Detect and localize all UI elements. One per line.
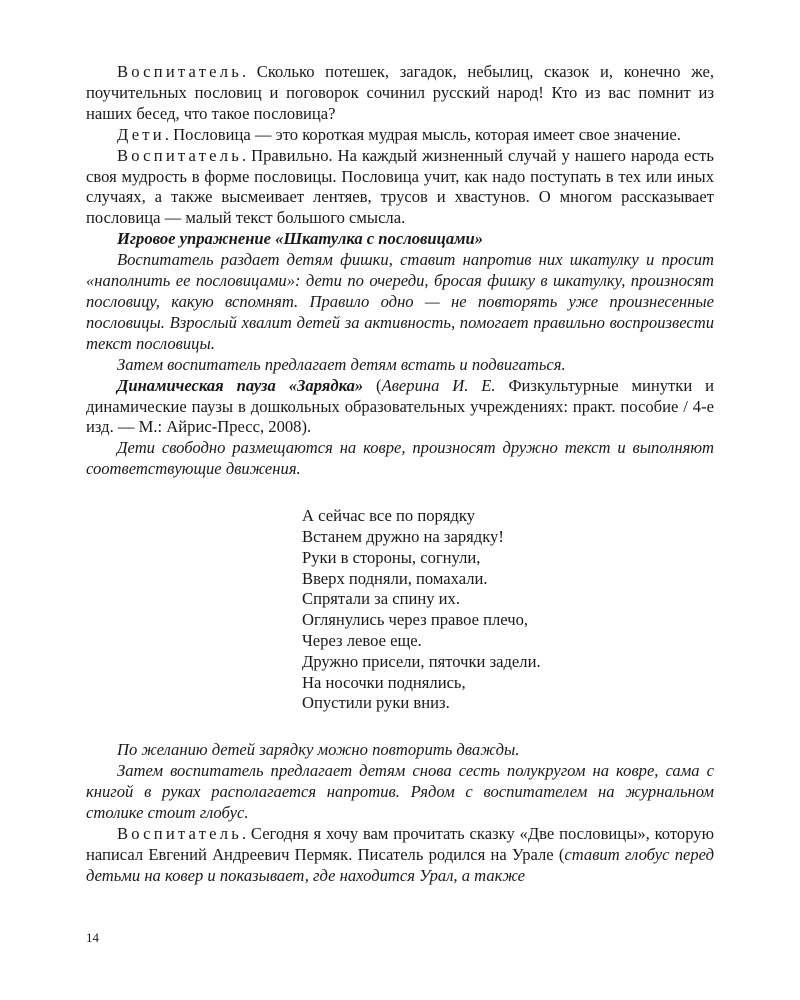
paragraph-fairy-tale [86, 824, 714, 887]
paragraph-exercise-description [86, 250, 714, 355]
poem-line: Встанем дружно на зарядку! [302, 526, 504, 546]
stage-direction: ставит глобус перед детьми на ковер и показывает, где находится Урал, а также [86, 844, 715, 885]
poem-line: На носочки поднялись, [302, 672, 466, 692]
poem-line: Опустили руки вниз. [302, 693, 450, 713]
poem-line: Спрятали за спину их. [302, 589, 460, 609]
paragraph-sit-down [86, 761, 714, 824]
poem-line: Оглянулись через правое плечо, [302, 610, 529, 630]
exercise-title: Игровое упражнение «Шкатулка с пословицами» [117, 229, 484, 249]
paragraph-text: Воспитатель раздает детям фишки, ставит напротив них шкатулку и просит «наполнить ее пословицами»: дети по очереди, бросая фишку в шкатулку, произносят пословицу, какую вспомнят. Правило одно — не повторять уже произнесенные пословицы. Взрослый хвалит детей за активность, помогает правильно воспроизвести текст пословицы. [86, 250, 714, 353]
paragraph-text: Затем воспитатель предлагает детям снова сесть полукругом на ковре, сама с книгой в руках располагается напротив. Рядом с воспитателем на журнальном столике стоит глобус. [86, 761, 714, 822]
citation-text: Физкультурные минутки и динамические паузы в дошкольных образовательных учреждениях: практ. пособие / 4-е изд. — М.: Айрис-Пресс, 2008). [86, 375, 714, 437]
paragraph-children-move [86, 438, 714, 480]
paragraph-children-answer [86, 125, 714, 146]
paragraph-text: Затем воспитатель предлагает детям встать и подвигаться. [117, 354, 566, 374]
speaker-label: Воспитатель [117, 62, 242, 81]
exercise-heading [86, 229, 714, 250]
paragraph-text: . Правильно. На каждый жизненный случай у нашего народа есть своя мудрость в форме пословицы. Пословица учит, как надо поступать в тех или иных случаях, а также высмеивает лентяев, трусов и хвастунов. О многом рассказывает пословица — малый текст большого смысла. [86, 145, 714, 228]
poem-line: Вверх подняли, помахали. [302, 568, 488, 588]
paragraph-repeat [86, 740, 714, 761]
paragraph-educator-explanation [86, 146, 714, 230]
speaker-label: Воспитатель [117, 823, 242, 843]
paragraph-text: . Пословица — это короткая мудрая мысль, которая имеет свое значение. [164, 124, 681, 144]
page-text [86, 62, 714, 886]
paragraph-stand-up [86, 355, 714, 376]
paragraph-educator-question [86, 62, 714, 125]
paragraph-text: . Сегодня я хочу вам прочитать сказку «Две пословицы», которую написал Евгений Андреевич Пермяк. Писатель родился на Урале ( [86, 823, 714, 864]
paragraph-text: . Сколько потешек, загадок, небылиц, сказок и, конечно же, поучительных пословиц и поговорок сочинил русский народ! Кто из вас помнит из наших бесед, что такое пословица? [86, 62, 714, 123]
poem-line: Руки в стороны, согнули, [302, 547, 481, 567]
author-name: Аверина И. Е. [381, 375, 496, 395]
paren-open: ( [363, 375, 382, 395]
poem-line: Через левое еще. [302, 630, 422, 650]
poem [302, 506, 714, 714]
speaker-label: Воспитатель [117, 145, 242, 165]
page-number: 14 [86, 930, 99, 945]
paragraph-dynamic-pause [86, 376, 714, 439]
speaker-label: Дети [117, 124, 165, 144]
poem-line: А сейчас все по порядку [302, 506, 475, 526]
poem-line: Дружно присели, пяточки задели. [302, 651, 541, 671]
pause-title: Динамическая пауза «Зарядка» [117, 375, 364, 395]
paragraph-text: Дети свободно размещаются на ковре, произносят дружно текст и выполняют соответствующие движения. [86, 438, 714, 479]
paragraph-text: По желанию детей зарядку можно повторить дважды. [117, 740, 520, 760]
